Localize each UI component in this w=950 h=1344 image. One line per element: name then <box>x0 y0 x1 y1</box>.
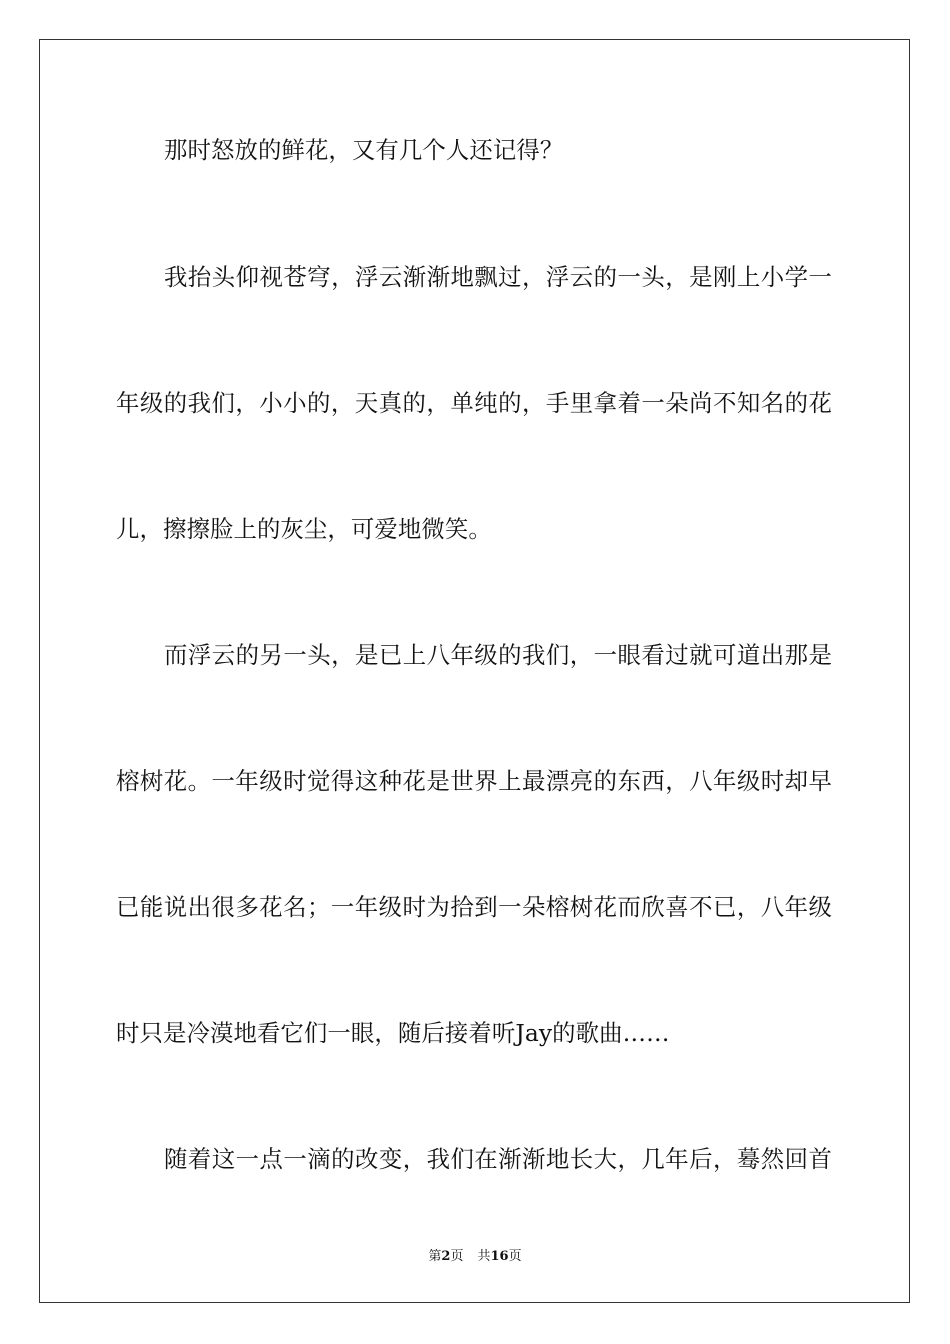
page-suffix: 页 <box>450 1249 464 1264</box>
total-suffix: 页 <box>508 1249 522 1264</box>
paragraph-line: 年级的我们，小小的，天真的，单纯的，手里拿着一朵尚不知名的花 <box>116 389 832 417</box>
page-prefix: 第 <box>428 1249 442 1264</box>
paragraph-line: 随着这一点一滴的改变，我们在渐渐地长大，几年后，蓦然回首 <box>164 1145 832 1173</box>
paragraph-line: 我抬头仰视苍穹，浮云渐渐地飘过，浮云的一头，是刚上小学一 <box>164 263 832 291</box>
page-number: 2 <box>441 1249 451 1264</box>
paragraph-line: 已能说出很多花名；一年级时为拾到一朵榕树花而欣喜不已，八年级 <box>116 893 832 921</box>
total-prefix: 共 <box>477 1249 491 1264</box>
total-pages: 16 <box>490 1249 509 1264</box>
paragraph-line: 而浮云的另一头，是已上八年级的我们，一眼看过就可道出那是 <box>164 641 832 669</box>
page-border <box>39 39 910 1303</box>
page-footer <box>0 1248 950 1266</box>
paragraph-line: 时只是冷漠地看它们一眼，随后接着听Jay的歌曲…… <box>116 1019 670 1047</box>
paragraph-line: 儿，擦擦脸上的灰尘，可爱地微笑。 <box>116 515 492 543</box>
paragraph-line: 榕树花。一年级时觉得这种花是世界上最漂亮的东西，八年级时却早 <box>116 767 832 795</box>
paragraph-line: 那时怒放的鲜花，又有几个人还记得？ <box>164 136 564 164</box>
